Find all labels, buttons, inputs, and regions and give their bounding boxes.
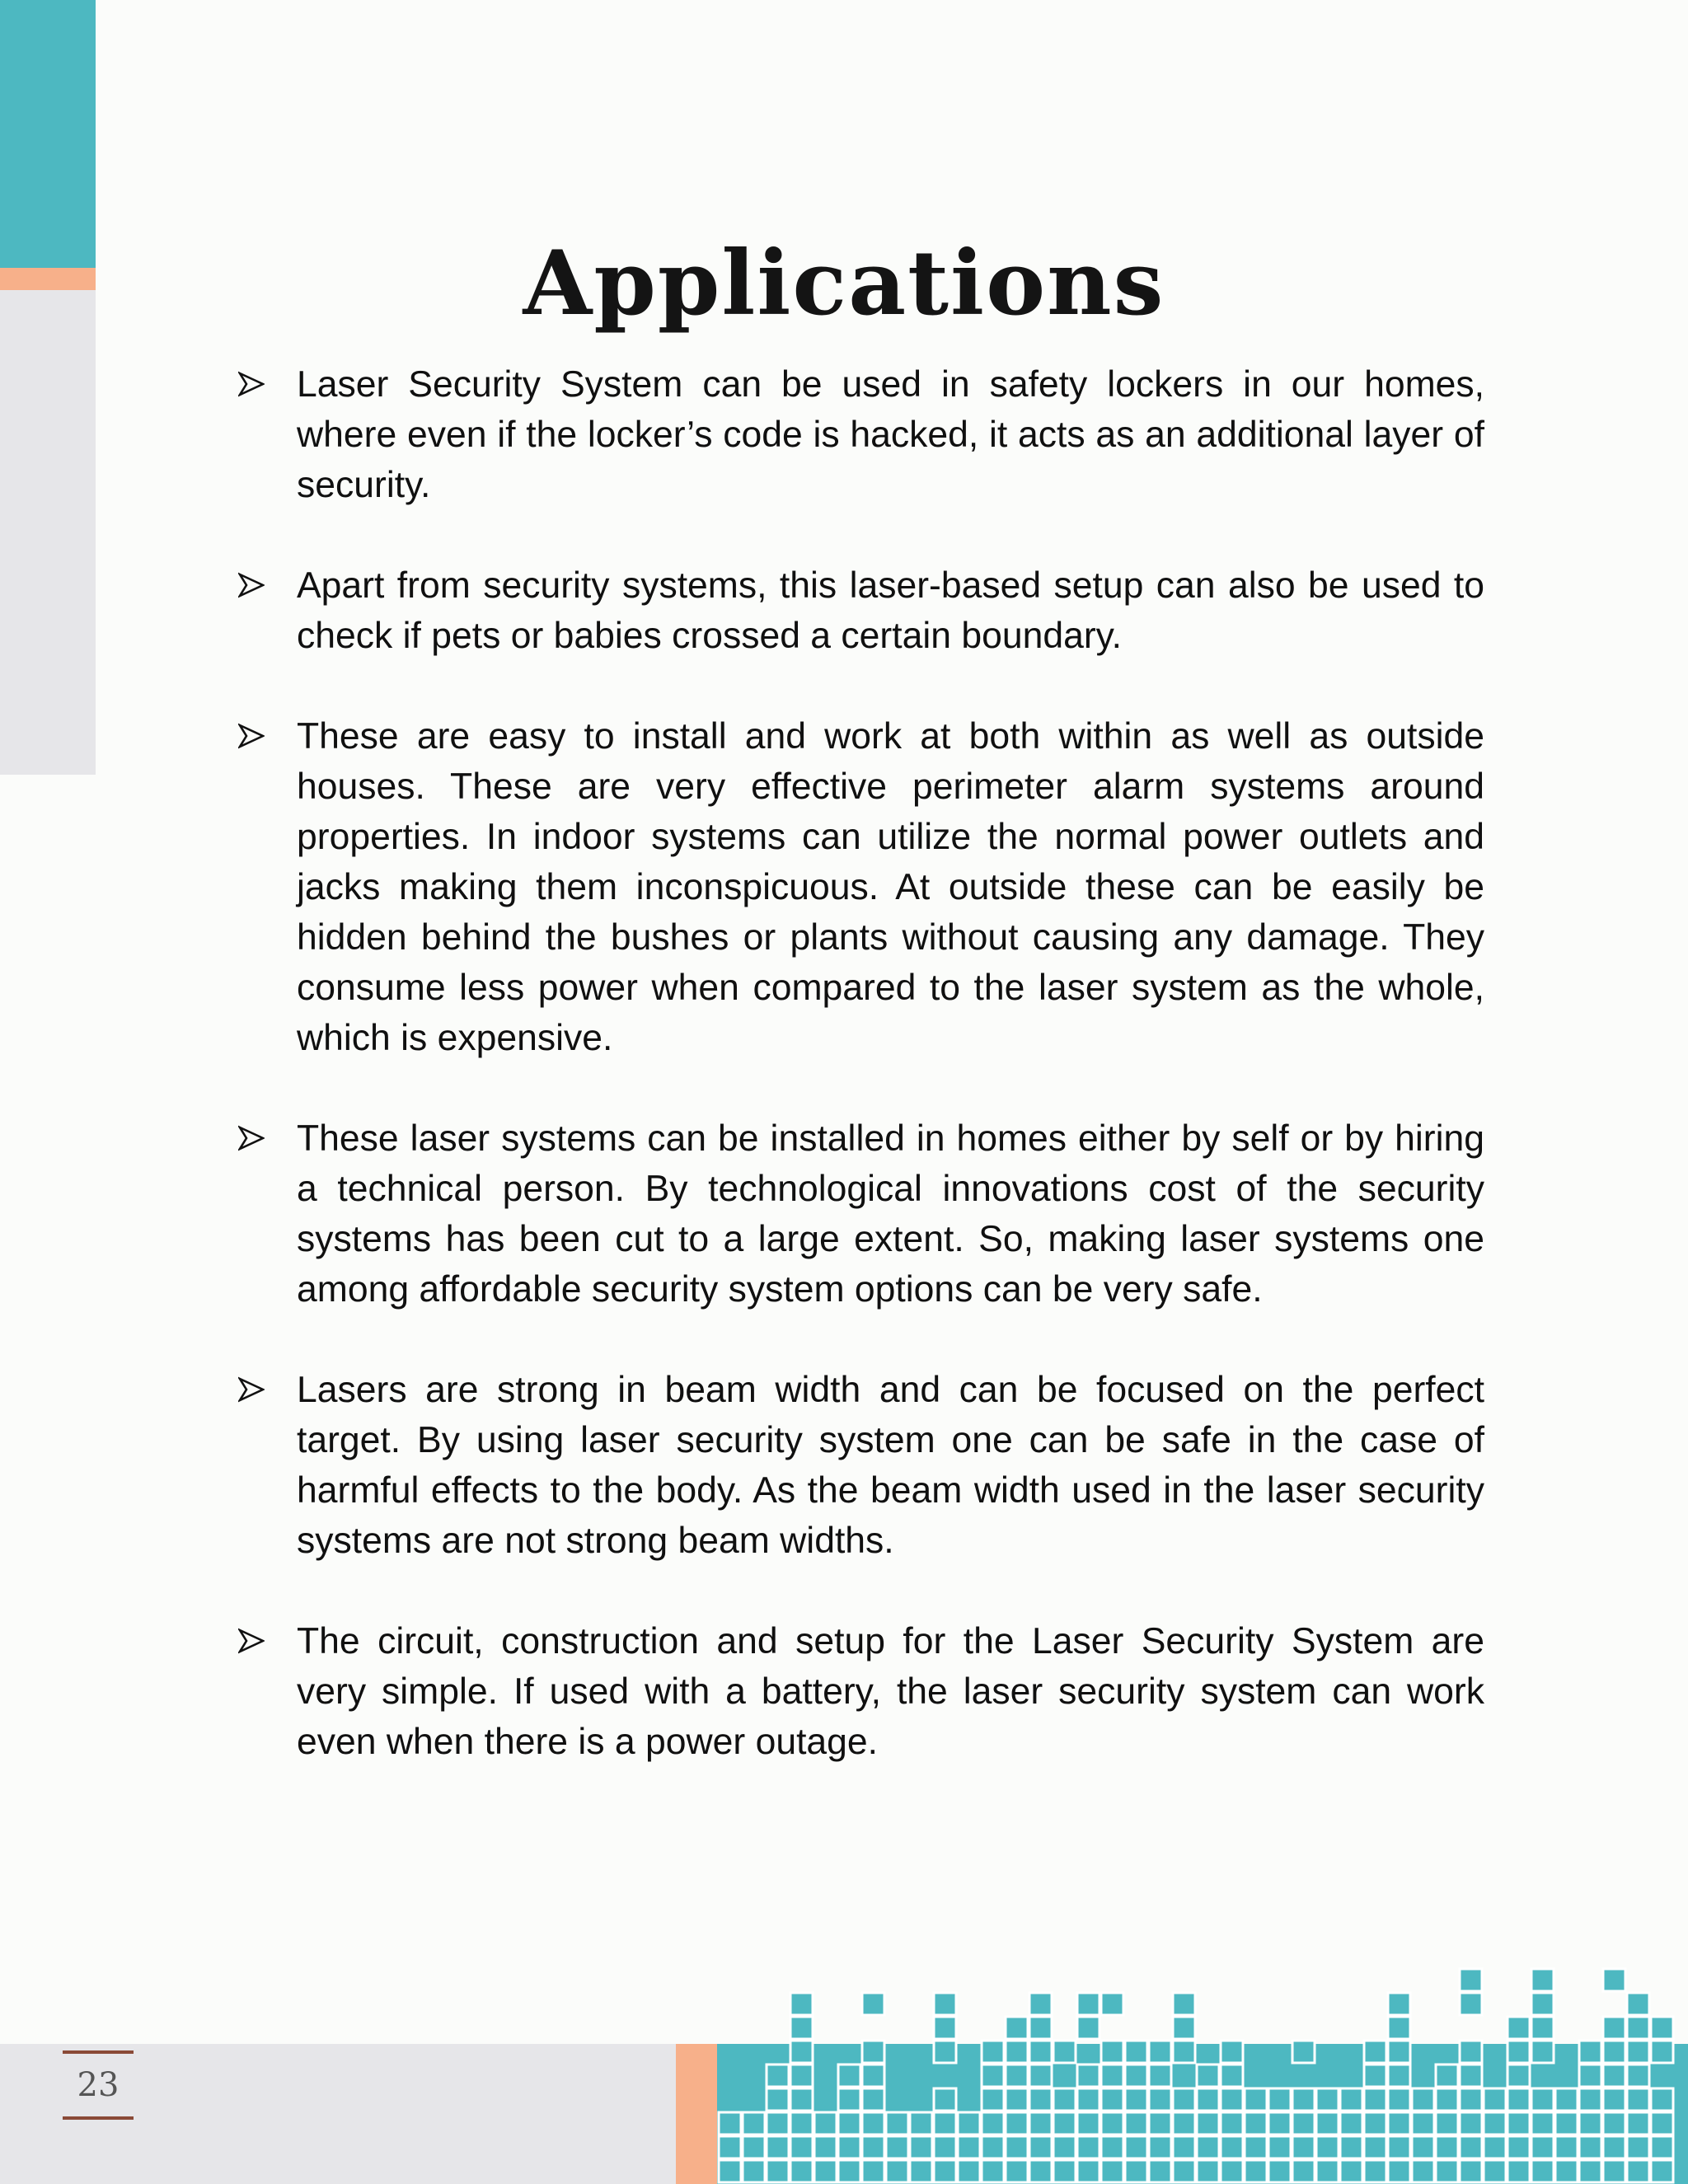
pixel-square [1149, 2064, 1171, 2087]
pixel-square [1197, 2088, 1219, 2111]
pixel-square [838, 2064, 860, 2087]
pixel-square [1412, 2136, 1434, 2158]
pixel-square [1627, 1993, 1649, 2015]
pixel-square [1101, 2088, 1123, 2111]
pixel-square [1460, 2136, 1482, 2158]
pixel-square [1627, 2112, 1649, 2135]
pixel-square [1579, 2041, 1601, 2063]
pixel-square [1484, 2112, 1506, 2135]
pixel-square [1579, 2064, 1601, 2087]
pixel-square [1245, 2160, 1267, 2182]
pixel-square [982, 2112, 1004, 2135]
pixel-square [1292, 2088, 1315, 2111]
pixel-square [1125, 2160, 1147, 2182]
pixel-square [1221, 2041, 1243, 2063]
pixel-square [1006, 2041, 1028, 2063]
pixel-square [1531, 1969, 1554, 1991]
pixel-square [838, 2160, 860, 2182]
pixel-square [1101, 2160, 1123, 2182]
pixel-square [862, 2041, 884, 2063]
pixel-square [862, 2112, 884, 2135]
arrowhead-bullet-icon [238, 1376, 265, 1403]
pixel-square [1006, 2136, 1028, 2158]
pixel-square [790, 2160, 813, 2182]
pixel-square [886, 2112, 908, 2135]
pixel-square [1364, 2160, 1386, 2182]
list-item [238, 359, 1484, 510]
pixel-square [1388, 2064, 1410, 2087]
pixel-square [1603, 2088, 1625, 2111]
pixel-square [1340, 2136, 1362, 2158]
pixel-square [1460, 1993, 1482, 2015]
pixel-square [1364, 2088, 1386, 2111]
pixel-square [1603, 2041, 1625, 2063]
pixel-square [1268, 2136, 1291, 2158]
pixel-square [1388, 2136, 1410, 2158]
pixel-square [886, 2160, 908, 2182]
pixel-square [1388, 2041, 1410, 2063]
pixel-square [1316, 2088, 1339, 2111]
pixel-square [1077, 2064, 1100, 2087]
pixel-square [862, 1993, 884, 2015]
pixel-square [1053, 2041, 1076, 2063]
pixel-square [1388, 2112, 1410, 2135]
arrowhead-bullet-icon [238, 723, 265, 749]
pixel-square [862, 2160, 884, 2182]
pixel-square [1603, 1969, 1625, 1991]
page-number-box [63, 2050, 134, 2120]
pixel-square [1053, 2088, 1076, 2111]
pixel-square [1484, 2088, 1506, 2111]
pixel-square [1221, 2136, 1243, 2158]
pixel-square [1603, 2064, 1625, 2087]
list-item [238, 1365, 1484, 1566]
pixel-square [934, 2041, 956, 2063]
pixel-square [1603, 2112, 1625, 2135]
pixel-square [1029, 2112, 1052, 2135]
pixel-square [1006, 2160, 1028, 2182]
pixel-square [1316, 2112, 1339, 2135]
pixel-square [1436, 2136, 1458, 2158]
pixel-square [1245, 2088, 1267, 2111]
pixel-square [1029, 2136, 1052, 2158]
pixel-square [1484, 2136, 1506, 2158]
list-item-text: These are easy to install and work at both within as well as outside houses. These are very effective perimeter alarm systems around properties. In indoor systems can utilize the normal power outlets and jacks making them inconspicuous. At outside these can be easily be hidden behind the bushes or plants without causing any damage. They consume less power when compared to the laser system as the whole, which is expensive. [297, 716, 1484, 1058]
pixel-square [1077, 2017, 1100, 2039]
pixel-square [1651, 2160, 1673, 2182]
pixel-square [1029, 2017, 1052, 2039]
pixel-square [1029, 2088, 1052, 2111]
pixel-square [1531, 2041, 1554, 2063]
applications-list [238, 359, 1484, 1817]
pixel-square [1555, 2112, 1578, 2135]
pixel-square [1412, 2088, 1434, 2111]
pixel-square [1077, 2160, 1100, 2182]
pixel-square [1053, 2112, 1076, 2135]
pixel-square [1173, 2088, 1195, 2111]
pixel-square [1006, 2088, 1028, 2111]
pixel-square [1579, 2136, 1601, 2158]
pixel-square [1627, 2160, 1649, 2182]
pixel-square [1460, 2112, 1482, 2135]
list-item-text: The circuit, construction and setup for the Laser Security System are very simple. If used with a battery, the laser security system can work even when there is a power outage. [297, 1621, 1484, 1762]
pixel-square [1436, 2160, 1458, 2182]
pixel-square [743, 2160, 765, 2182]
pixel-square [1579, 2112, 1601, 2135]
pixel-square [1555, 2136, 1578, 2158]
pixel-square [1531, 2017, 1554, 2039]
pixel-square [1125, 2088, 1147, 2111]
pixel-square [1006, 2112, 1028, 2135]
pixel-square [1029, 2064, 1052, 2087]
pixel-square [1627, 2136, 1649, 2158]
pixel-square [1197, 2112, 1219, 2135]
pixel-square [1531, 2136, 1554, 2158]
pixel-square [1245, 2112, 1267, 2135]
pixel-square [1603, 2160, 1625, 2182]
pixel-square [790, 2112, 813, 2135]
pixel-square [1507, 2041, 1530, 2063]
pixel-square [1149, 2112, 1171, 2135]
pixel-square [1053, 2136, 1076, 2158]
pixel-square [1627, 2017, 1649, 2039]
pixel-square [1125, 2041, 1147, 2063]
pixel-square [743, 2136, 765, 2158]
pixel-square [1364, 2112, 1386, 2135]
pixel-square [1173, 1993, 1195, 2015]
pixel-square [1651, 2136, 1673, 2158]
pixel-square [1077, 2112, 1100, 2135]
pixel-square [1627, 2064, 1649, 2087]
pixel-square [1316, 2136, 1339, 2158]
pixel-square [958, 2112, 980, 2135]
pixel-square [1531, 2088, 1554, 2111]
pixel-square [1603, 2136, 1625, 2158]
pixel-square [1125, 2112, 1147, 2135]
pixel-square [1316, 2160, 1339, 2182]
pixel-square [814, 2160, 837, 2182]
pixel-square [767, 2064, 789, 2087]
pixel-square [1340, 2160, 1362, 2182]
pixel-square [1173, 2136, 1195, 2158]
pixel-square [1149, 2136, 1171, 2158]
pixel-square [1507, 2064, 1530, 2087]
pixel-square [982, 2041, 1004, 2063]
pixel-square [1531, 2160, 1554, 2182]
pixel-square [862, 2136, 884, 2158]
pixel-square [719, 2112, 741, 2135]
pixel-square [1340, 2088, 1362, 2111]
list-item [238, 560, 1484, 661]
pixel-square [1292, 2160, 1315, 2182]
pixel-square [1627, 2088, 1649, 2111]
page-number: 23 [77, 2066, 120, 2104]
pixel-square [1173, 2041, 1195, 2063]
pixel-square [910, 2112, 932, 2135]
pixel-square [814, 2112, 837, 2135]
pixel-square [934, 2160, 956, 2182]
pixel-square [1197, 2136, 1219, 2158]
pixel-square [1006, 2017, 1028, 2039]
pixel-square [1292, 2041, 1315, 2063]
pixel-square [1364, 2064, 1386, 2087]
pixel-square [910, 2160, 932, 2182]
pixel-square [719, 2160, 741, 2182]
pixel-square [958, 2136, 980, 2158]
pixel-square [1388, 2017, 1410, 2039]
pixel-square [1221, 2112, 1243, 2135]
pixel-square [1149, 2041, 1171, 2063]
list-item [238, 711, 1484, 1063]
pixel-square [982, 2136, 1004, 2158]
pixel-square [1173, 2160, 1195, 2182]
pixel-square [1460, 2088, 1482, 2111]
pixel-square [1507, 2017, 1530, 2039]
pixel-square [1101, 2136, 1123, 2158]
list-item-text: These laser systems can be installed in homes either by self or by hiring a technical person. By technological innovations cost of the security systems has been cut to a large extent. So, making laser systems one among affordable security system options can be very safe. [297, 1118, 1484, 1310]
pixel-square [1460, 2064, 1482, 2087]
pixel-square [1651, 2112, 1673, 2135]
pixel-square [1221, 2064, 1243, 2087]
sidebar-teal-block [0, 0, 96, 268]
pixel-square [1029, 2041, 1052, 2063]
arrowhead-bullet-icon [238, 572, 265, 598]
pixel-square [1125, 2136, 1147, 2158]
pixel-square [1268, 2112, 1291, 2135]
pixel-square [790, 2088, 813, 2111]
pixel-square [1340, 2112, 1362, 2135]
pixel-square [1651, 2041, 1673, 2063]
pixel-square [1507, 2088, 1530, 2111]
page-title: Applications [523, 232, 1165, 335]
pixel-square [767, 2160, 789, 2182]
pixel-square [790, 2041, 813, 2063]
pixel-square [1555, 2160, 1578, 2182]
pixel-square [1101, 2064, 1123, 2087]
pixel-square [1555, 2088, 1578, 2111]
pixel-square [934, 1993, 956, 2015]
pixel-square [1436, 2112, 1458, 2135]
pixel-square [1077, 2136, 1100, 2158]
pixel-square [1460, 2041, 1482, 2063]
list-item-text: Lasers are strong in beam width and can be focused on the perfect target. By using laser security system one can be safe in the case of harmful effects to the body. As the beam width used in the laser security systems are not strong beam widths. [297, 1370, 1484, 1561]
pixel-square [982, 2088, 1004, 2111]
pixel-square [1006, 2064, 1028, 2087]
arrowhead-bullet-icon [238, 1125, 265, 1151]
pixel-square [934, 2112, 956, 2135]
pixel-square [1651, 2017, 1673, 2039]
pixel-square [934, 2088, 956, 2111]
pixel-square [862, 2088, 884, 2111]
pixel-square [1507, 2136, 1530, 2158]
pixel-square [719, 2136, 741, 2158]
pixel-square [767, 2088, 789, 2111]
pixel-square [1484, 2160, 1506, 2182]
pixel-square [934, 2017, 956, 2039]
pixel-square [1364, 2041, 1386, 2063]
pixel-square [1101, 2112, 1123, 2135]
pixel-square [982, 2064, 1004, 2087]
arrowhead-bullet-icon [238, 371, 265, 397]
pixel-square [1101, 2041, 1123, 2063]
arrowhead-bullet-icon [238, 1628, 265, 1654]
pixel-square [1077, 2088, 1100, 2111]
pixel-square [982, 2160, 1004, 2182]
pixel-square [1101, 1993, 1123, 2015]
pixel-grid-decoration [717, 1961, 1688, 2184]
pixel-square [1268, 2088, 1291, 2111]
pixel-square [1388, 1993, 1410, 2015]
pixel-square [1029, 2160, 1052, 2182]
pixel-square [886, 2136, 908, 2158]
pixel-square [814, 2136, 837, 2158]
pixel-square [790, 2064, 813, 2087]
pixel-square [1053, 2160, 1076, 2182]
list-item [238, 1616, 1484, 1767]
pixel-square [1627, 2041, 1649, 2063]
pixel-square [838, 2088, 860, 2111]
pixel-square [1221, 2160, 1243, 2182]
pixel-square [1651, 2088, 1673, 2111]
pixel-square [1173, 2017, 1195, 2039]
pixel-square [1364, 2136, 1386, 2158]
pixel-square [1292, 2136, 1315, 2158]
pixel-square [1245, 2136, 1267, 2158]
pixel-square [1077, 1993, 1100, 2015]
pixel-square [1603, 2017, 1625, 2039]
list-item [238, 1113, 1484, 1315]
list-item-text: Apart from security systems, this laser-based setup can also be used to check if pets or babies crossed a certain boundary. [297, 565, 1484, 656]
list-item-text: Laser Security System can be used in safety lockers in our homes, where even if the locker’s code is hacked, it acts as an additional layer of security. [297, 364, 1484, 505]
pixel-square [1197, 2064, 1219, 2087]
pixel-square [767, 2136, 789, 2158]
pixel-square [862, 2064, 884, 2087]
pixel-square [1579, 2160, 1601, 2182]
pixel-square [1388, 2088, 1410, 2111]
pixel-square [743, 2112, 765, 2135]
pixel-square [1029, 1993, 1052, 2015]
pixel-square [1412, 2112, 1434, 2135]
footer-peach-stripe [676, 2044, 717, 2184]
pixel-square [1149, 2160, 1171, 2182]
pixel-square [1531, 1993, 1554, 2015]
pixel-square [1292, 2112, 1315, 2135]
pixel-square [1531, 2112, 1554, 2135]
pixel-square [1388, 2160, 1410, 2182]
pixel-square [838, 2112, 860, 2135]
pixel-square [1507, 2160, 1530, 2182]
pixel-square [790, 2136, 813, 2158]
pixel-square [1268, 2160, 1291, 2182]
sidebar-grey-block [0, 290, 96, 775]
pixel-square [1149, 2088, 1171, 2111]
pixel-square [1412, 2160, 1434, 2182]
pixel-square [790, 1993, 813, 2015]
pixel-square [767, 2112, 789, 2135]
pixel-square [1579, 2088, 1601, 2111]
pixel-square [790, 2017, 813, 2039]
pixel-square [1460, 1969, 1482, 1991]
pixel-square [1436, 2064, 1458, 2087]
pixel-square [1197, 2160, 1219, 2182]
pixel-square [910, 2136, 932, 2158]
pixel-square [958, 2160, 980, 2182]
pixel-square [1507, 2112, 1530, 2135]
pixel-square [1460, 2160, 1482, 2182]
pixel-square [1436, 2088, 1458, 2111]
pixel-square [934, 2136, 956, 2158]
pixel-square [1221, 2088, 1243, 2111]
pixel-square [1125, 2064, 1147, 2087]
pixel-square [1173, 2112, 1195, 2135]
pixel-square [838, 2136, 860, 2158]
